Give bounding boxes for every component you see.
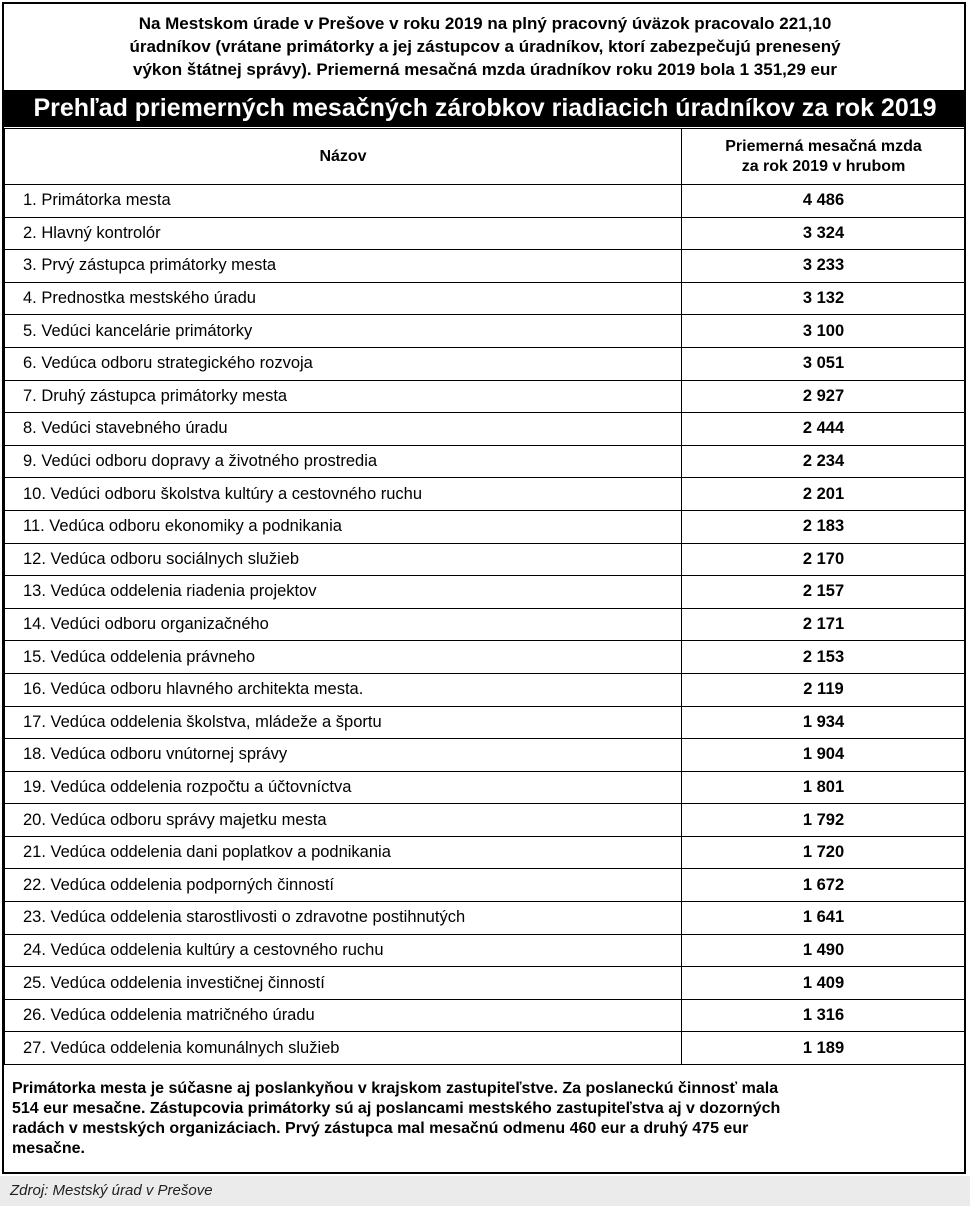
footnote bbox=[4, 1075, 966, 1159]
row-position-name: 14. Vedúci odboru organizačného bbox=[5, 608, 682, 641]
row-salary-value: 2 927 bbox=[682, 380, 966, 413]
row-salary-value: 3 233 bbox=[682, 250, 966, 283]
row-salary-value: 1 189 bbox=[682, 1032, 966, 1065]
footnote-line: 514 eur mesačne. Zástupcovia primátorky sú aj poslancami mestského zastupiteľstva aj v dozorných bbox=[12, 1100, 781, 1117]
row-position-name: 13. Vedúca oddelenia riadenia projektov bbox=[5, 576, 682, 609]
table-row bbox=[5, 608, 966, 641]
row-position-name: 24. Vedúca oddelenia kultúry a cestovného ruchu bbox=[5, 934, 682, 967]
intro-paragraph bbox=[4, 4, 966, 88]
row-position-name: 8. Vedúci stavebného úradu bbox=[5, 413, 682, 446]
row-position-name: 4. Prednostka mestského úradu bbox=[5, 282, 682, 315]
row-salary-value: 2 157 bbox=[682, 576, 966, 609]
table-row bbox=[5, 934, 966, 967]
table-row bbox=[5, 282, 966, 315]
row-position-name: 22. Vedúca oddelenia podporných činností bbox=[5, 869, 682, 902]
row-position-name: 7. Druhý zástupca primátorky mesta bbox=[5, 380, 682, 413]
header-value-line2: za rok 2019 v hrubom bbox=[741, 157, 906, 175]
table-row bbox=[5, 902, 966, 935]
table-row bbox=[5, 836, 966, 869]
table-header-row bbox=[5, 129, 966, 185]
row-salary-value: 1 720 bbox=[682, 836, 966, 869]
row-position-name: 6. Vedúca odboru strategického rozvoja bbox=[5, 347, 682, 380]
row-position-name: 16. Vedúca odboru hlavného architekta mesta. bbox=[5, 673, 682, 706]
table-row bbox=[5, 445, 966, 478]
table-row bbox=[5, 250, 966, 283]
row-position-name: 20. Vedúca odboru správy majetku mesta bbox=[5, 804, 682, 837]
table-row bbox=[5, 706, 966, 739]
table-row bbox=[5, 804, 966, 837]
row-salary-value: 2 201 bbox=[682, 478, 966, 511]
table-row bbox=[5, 543, 966, 576]
row-salary-value: 3 324 bbox=[682, 217, 966, 250]
table-row bbox=[5, 217, 966, 250]
row-salary-value: 1 801 bbox=[682, 771, 966, 804]
row-position-name: 17. Vedúca oddelenia školstva, mládeže a športu bbox=[5, 706, 682, 739]
table-row bbox=[5, 673, 966, 706]
table-row bbox=[5, 576, 966, 609]
row-salary-value: 1 934 bbox=[682, 706, 966, 739]
source-credit: Zdroj: Mestský úrad v Prešove bbox=[0, 1176, 970, 1206]
row-salary-value: 2 234 bbox=[682, 445, 966, 478]
row-salary-value: 2 171 bbox=[682, 608, 966, 641]
table-row bbox=[5, 347, 966, 380]
row-salary-value: 2 153 bbox=[682, 641, 966, 674]
row-position-name: 12. Vedúca odboru sociálnych služieb bbox=[5, 543, 682, 576]
header-name: Názov bbox=[5, 129, 682, 185]
row-salary-value: 1 792 bbox=[682, 804, 966, 837]
row-position-name: 5. Vedúci kancelárie primátorky bbox=[5, 315, 682, 348]
salary-table bbox=[4, 128, 966, 1065]
row-position-name: 23. Vedúca oddelenia starostlivosti o zdravotne postihnutých bbox=[5, 902, 682, 935]
row-position-name: 21. Vedúca oddelenia dani poplatkov a podnikania bbox=[5, 836, 682, 869]
table-row bbox=[5, 869, 966, 902]
header-value-line1: Priemerná mesačná mzda bbox=[725, 137, 922, 155]
row-position-name: 10. Vedúci odboru školstva kultúry a cestovného ruchu bbox=[5, 478, 682, 511]
row-position-name: 26. Vedúca oddelenia matričného úradu bbox=[5, 999, 682, 1032]
footnote-line: radách v mestských organizáciach. Prvý zástupca mal mesačnú odmenu 460 eur a druhý 475 eur bbox=[12, 1120, 749, 1137]
table-row bbox=[5, 1032, 966, 1065]
row-salary-value: 3 100 bbox=[682, 315, 966, 348]
header-value bbox=[682, 129, 966, 185]
table-row bbox=[5, 478, 966, 511]
row-salary-value: 1 641 bbox=[682, 902, 966, 935]
row-position-name: 18. Vedúca odboru vnútornej správy bbox=[5, 739, 682, 772]
table-row bbox=[5, 771, 966, 804]
row-salary-value: 1 904 bbox=[682, 739, 966, 772]
row-salary-value: 2 119 bbox=[682, 673, 966, 706]
row-position-name: 15. Vedúca oddelenia právneho bbox=[5, 641, 682, 674]
table-title-banner: Prehľad priemerných mesačných zárobkov riadiacich úradníkov za rok 2019 bbox=[4, 90, 966, 127]
table-row bbox=[5, 999, 966, 1032]
table-row bbox=[5, 739, 966, 772]
row-salary-value: 1 316 bbox=[682, 999, 966, 1032]
row-position-name: 27. Vedúca oddelenia komunálnych služieb bbox=[5, 1032, 682, 1065]
table-row bbox=[5, 641, 966, 674]
row-position-name: 1. Primátorka mesta bbox=[5, 185, 682, 218]
table-row bbox=[5, 315, 966, 348]
row-salary-value: 3 051 bbox=[682, 347, 966, 380]
row-position-name: 11. Vedúca odboru ekonomiky a podnikania bbox=[5, 510, 682, 543]
table-row bbox=[5, 967, 966, 1000]
row-salary-value: 1 672 bbox=[682, 869, 966, 902]
row-position-name: 3. Prvý zástupca primátorky mesta bbox=[5, 250, 682, 283]
table-row bbox=[5, 380, 966, 413]
table-row bbox=[5, 185, 966, 218]
row-salary-value: 1 409 bbox=[682, 967, 966, 1000]
footnote-line: Primátorka mesta je súčasne aj poslankyňou v krajskom zastupiteľstve. Za poslaneckú činnosť mala bbox=[12, 1080, 779, 1097]
row-position-name: 19. Vedúca oddelenia rozpočtu a účtovníctva bbox=[5, 771, 682, 804]
row-salary-value: 2 183 bbox=[682, 510, 966, 543]
table-row bbox=[5, 510, 966, 543]
row-salary-value: 4 486 bbox=[682, 185, 966, 218]
table-row bbox=[5, 413, 966, 446]
intro-line: Na Mestskom úrade v Prešove v roku 2019 na plný pracovný úväzok pracovalo 221,10 bbox=[138, 14, 832, 33]
row-position-name: 9. Vedúci odboru dopravy a životného prostredia bbox=[5, 445, 682, 478]
row-position-name: 2. Hlavný kontrolór bbox=[5, 217, 682, 250]
footnote-line: mesačne. bbox=[12, 1140, 85, 1157]
intro-line: výkon štátnej správy). Priemerná mesačná mzda úradníkov roku 2019 bola 1 351,29 eur bbox=[133, 60, 837, 79]
row-salary-value: 2 444 bbox=[682, 413, 966, 446]
row-salary-value: 1 490 bbox=[682, 934, 966, 967]
row-position-name: 25. Vedúca oddelenia investičnej činností bbox=[5, 967, 682, 1000]
intro-line: úradníkov (vrátane primátorky a jej zástupcov a úradníkov, ktorí zabezpečujú prenesený bbox=[129, 37, 841, 56]
row-salary-value: 3 132 bbox=[682, 282, 966, 315]
row-salary-value: 2 170 bbox=[682, 543, 966, 576]
